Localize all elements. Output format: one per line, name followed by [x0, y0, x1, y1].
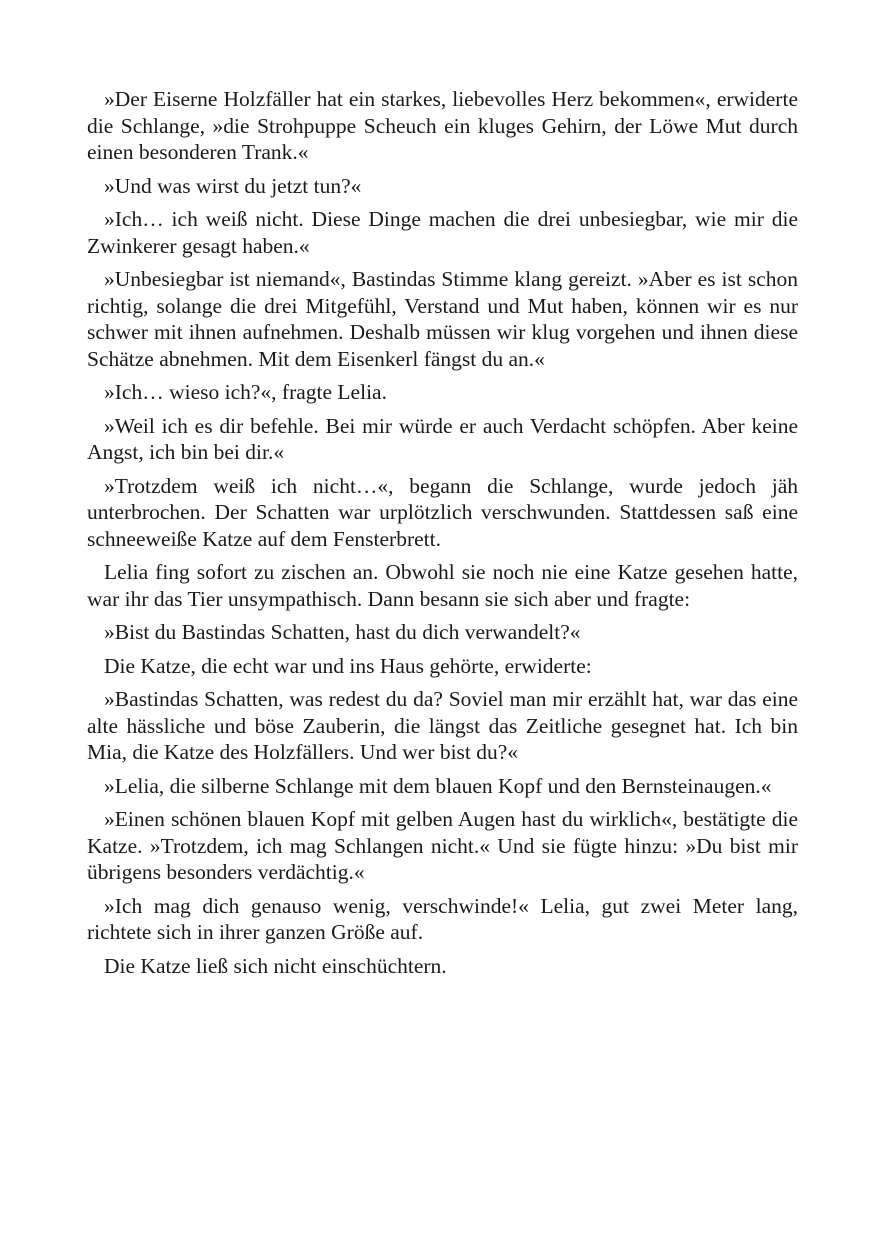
paragraph-14: »Ich mag dich genauso wenig, verschwinde!« Lelia, gut zwei Meter lang, richtete sich in ihrer ganzen Größe auf.: [87, 893, 798, 944]
paragraph-1: »Der Eiserne Holzfäller hat ein starkes, liebevolles Herz bekommen«, erwiderte die Schlange, »die Strohpuppe Scheuch ein kluges Gehirn, der Löwe Mut durch einen besonderen Trank.«: [87, 87, 798, 164]
paragraph-5: »Ich… wieso ich?«, fragte Lelia.: [104, 380, 387, 404]
paragraph-3: »Ich… ich weiß nicht. Diese Dinge machen die drei unbesiegbar, wie mir die Zwinkerer gesagt haben.«: [87, 207, 798, 258]
paragraph-8: Lelia fing sofort zu zischen an. Obwohl sie noch nie eine Katze gesehen hatte, war ihr das Tier unsympathisch. Dann besann sie sich aber und fragte:: [87, 560, 798, 611]
book-page-text: [87, 86, 798, 986]
paragraph-2: »Und was wirst du jetzt tun?«: [104, 173, 362, 198]
paragraph-12: »Lelia, die silberne Schlange mit dem blauen Kopf und den Bernsteinaugen.«: [104, 773, 772, 798]
paragraph-4: »Unbesiegbar ist niemand«, Bastindas Stimme klang gereizt. »Aber es ist schon richtig, solange die drei Mitgefühl, Verstand und Mut haben, können wir es nur schwer mit ihnen aufnehmen. Deshalb müssen wir klug vorgehen und ihnen diese Schätze abnehmen. Mit dem Eisenkerl fängst du an.«: [87, 267, 798, 371]
paragraph-7: »Trotzdem weiß ich nicht…«, begann die Schlange, wurde jedoch jäh unterbrochen. Der Schatten war urplötzlich verschwunden. Stattdessen saß eine schneeweiße Katze auf dem Fensterbrett.: [87, 473, 798, 551]
paragraph-15: Die Katze ließ sich nicht einschüchtern.: [104, 953, 447, 978]
paragraph-6: »Weil ich es dir befehle. Bei mir würde er auch Verdacht schöpfen. Aber keine Angst, ich bin bei dir.«: [87, 413, 798, 464]
paragraph-9: »Bist du Bastindas Schatten, hast du dich verwandelt?«: [104, 620, 581, 644]
paragraph-11: »Bastindas Schatten, was redest du da? Soviel man mir erzählt hat, war das eine alte hässliche und böse Zauberin, die längst das Zeitliche gesegnet hat. Ich bin Mia, die Katze des Holzfällers. Und wer bist du?«: [87, 687, 798, 764]
paragraph-10: Die Katze, die echt war und ins Haus gehörte, erwiderte:: [104, 653, 592, 678]
paragraph-13: »Einen schönen blauen Kopf mit gelben Augen hast du wirklich«, bestätigte die Katze. »Trotzdem, ich mag Schlangen nicht.« Und sie fügte hinzu: »Du bist mir übrigens besonders verdächtig.«: [87, 807, 798, 884]
